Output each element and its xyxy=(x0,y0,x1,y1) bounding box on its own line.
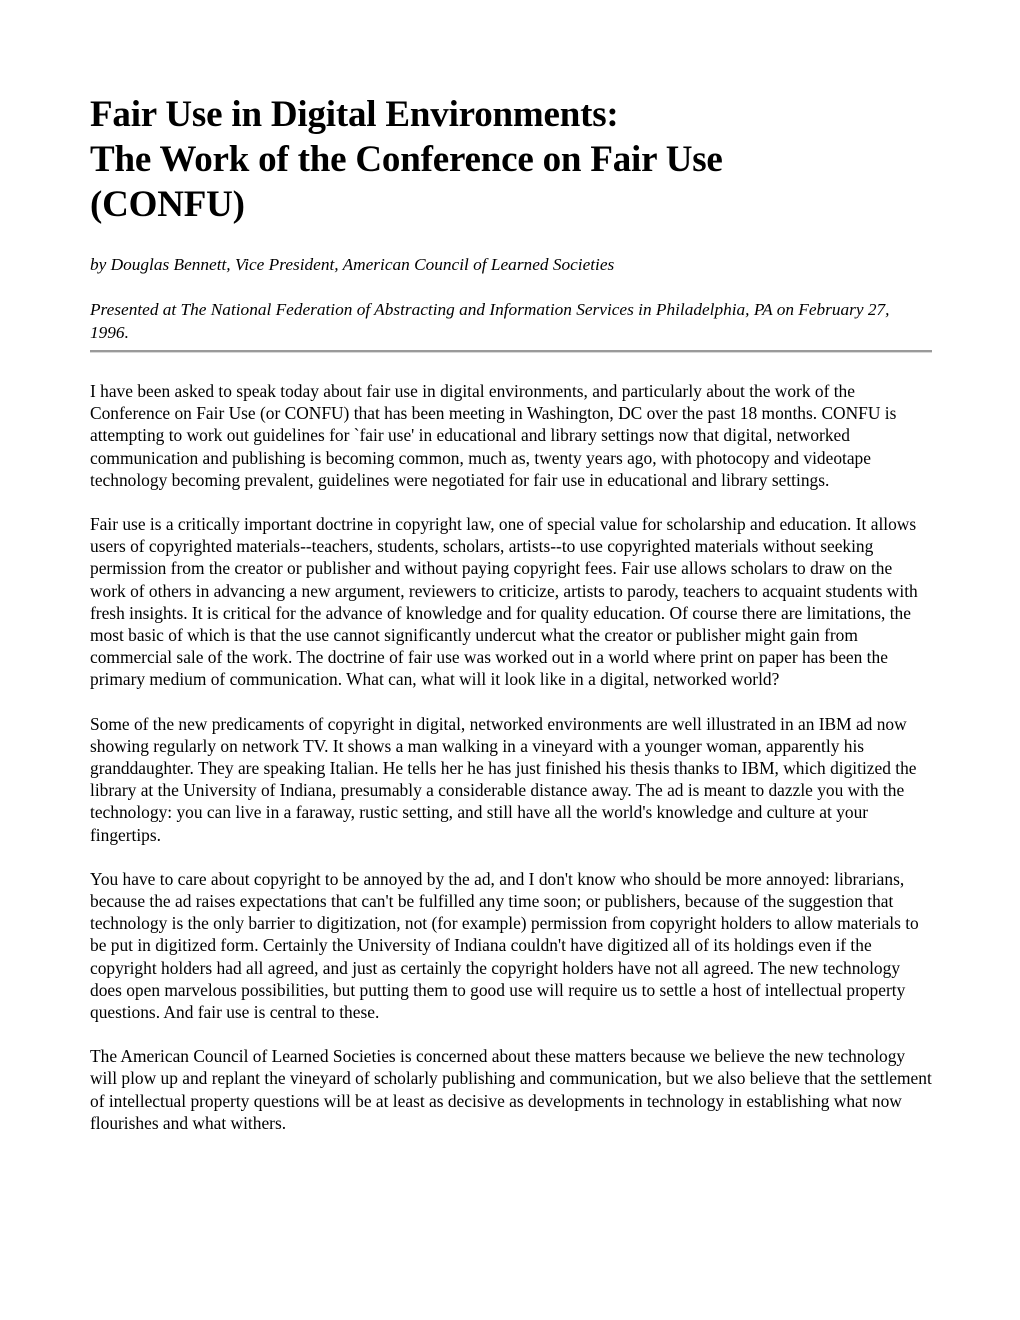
title-line-2: The Work of the Conference on Fair Use xyxy=(90,139,723,180)
horizontal-divider xyxy=(90,350,932,353)
document-page xyxy=(90,92,932,1156)
paragraph-1: I have been asked to speak today about fair use in digital environments, and particularly about the work of the Conference on Fair Use (or CONFU) that has been meeting in Washington, DC over the past 18 months. CONFU is attempting to work out guidelines for `fair use' in educational and library settings now that digital, networked communication and publishing is becoming common, much as, twenty years ago, with photocopy and videotape technology becoming prevalent, guidelines were negotiated for fair use in educational and library settings. xyxy=(90,381,897,490)
article-body xyxy=(90,380,932,1134)
paragraph-5: The American Council of Learned Societies is concerned about these matters because we believe the new technology will plow up and replant the vineyard of scholarly publishing and communication, but we also believe that the settlement of intellectual property questions will be at least as decisive as developments in technology in establishing what now flourishes and what withers. xyxy=(90,1046,932,1133)
author-byline: by Douglas Bennett, Vice President, American Council of Learned Societies xyxy=(90,255,615,274)
document-title xyxy=(90,92,932,227)
title-line-3: (CONFU) xyxy=(90,184,245,225)
paragraph-4: You have to care about copyright to be annoyed by the ad, and I don't know who should be more annoyed: librarians, because the ad raises expectations that can't be fulfilled any time soon; or publishers, because of the suggestion that technology is the only barrier to digitization, not (for example) permission from copyright holders to allow materials to be put in digitized form. Certainly the University of Indiana couldn't have digitized all of its holdings even if the copyright holders had all agreed, and just as certainly the copyright holders have not all agreed. The new technology does open marvelous possibilities, but putting them to good use will require us to settle a host of intellectual property questions. And fair use is central to these. xyxy=(90,868,919,1023)
paragraph-3: Some of the new predicaments of copyright in digital, networked environments are well illustrated in an IBM ad now showing regularly on network TV. It shows a man walking in a vineyard with a younger woman, apparently his granddaughter. They are speaking Italian. He tells her he has just finished his thesis thanks to IBM, which digitized the library at the University of Indiana, presumably a considerable distance away. The ad is meant to dazzle you with the technology: you can live in a faraway, rustic setting, and still have all the world's knowledge and culture at your fingertips. xyxy=(90,713,917,845)
paragraph-2: Fair use is a critically important doctrine in copyright law, one of special value for scholarship and education. It allows users of copyrighted materials--teachers, students, scholars, artists--to use copyrighted materials without seeking permission from the creator or publisher and without paying copyright fees. Fair use allows scholars to draw on the work of others in advancing a new argument, reviewers to criticize, artists to parody, teachers to acquaint students with fresh insights. It is critical for the advance of knowledge and for quality education. Of course there are limitations, the most basic of which is that the use cannot significantly undercut what the creator or publisher might gain from commercial sale of the work. The doctrine of fair use was worked out in a world where print on paper has been the primary medium of communication. What can, what will it look like in a digital, networked world? xyxy=(90,514,918,690)
title-line-1: Fair Use in Digital Environments: xyxy=(90,94,619,135)
presentation-note: Presented at The National Federation of Abstracting and Information Services in Philadelphia, PA on February 27, 1996. xyxy=(90,300,890,342)
